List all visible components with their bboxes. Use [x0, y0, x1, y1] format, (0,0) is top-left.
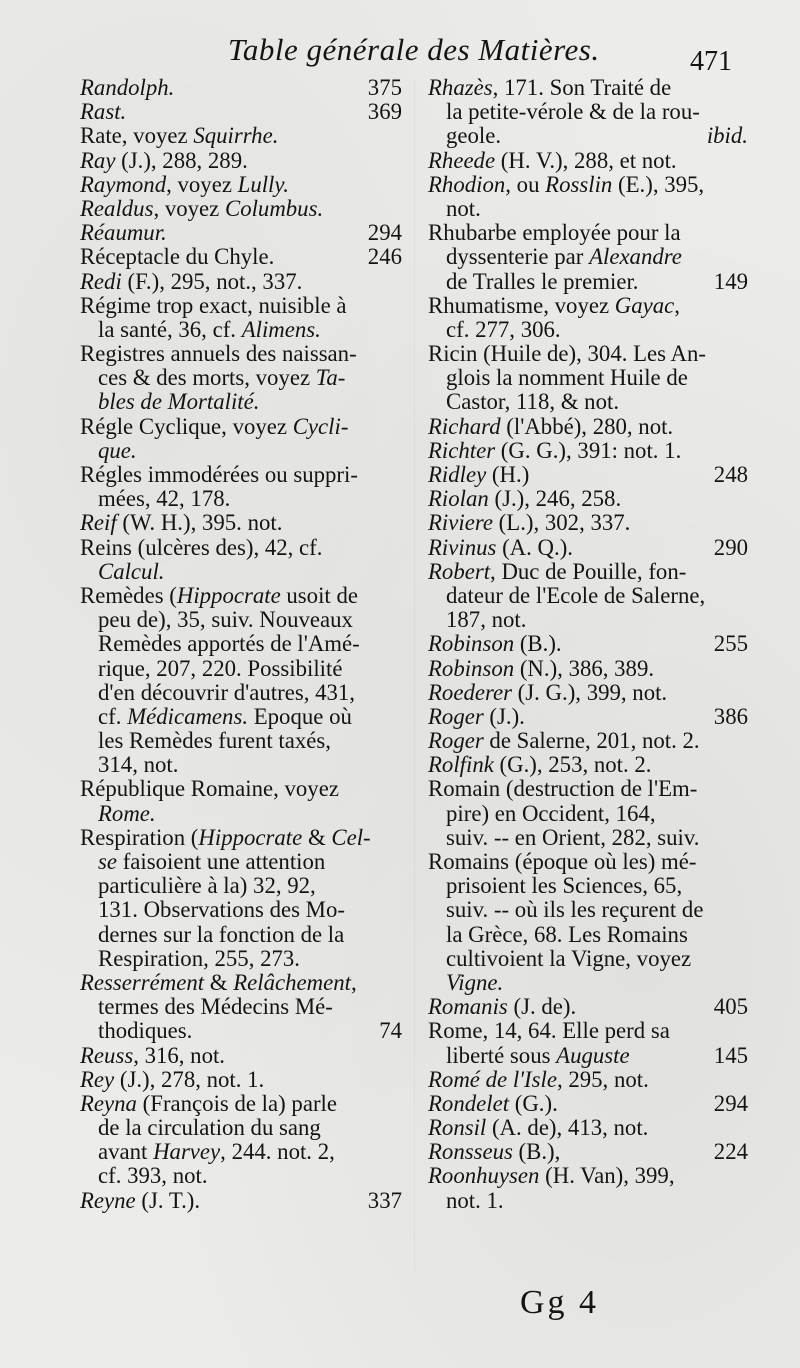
entry-text: Romains (époque où les) mé- — [428, 849, 697, 874]
index-line — [428, 777, 748, 801]
index-line — [80, 777, 402, 801]
index-line — [428, 1044, 748, 1068]
entry-text: Régle Cyclique, voyez Cycli- — [80, 413, 349, 439]
index-line — [80, 608, 402, 632]
entry-text: Respiration (Hippocrate & Cel- — [80, 824, 371, 850]
entry-text: Reuss, 316, not. — [80, 1042, 226, 1068]
entry-text: Roger (J.). — [428, 703, 525, 729]
entry-text: Roonhuysen (H. Van), 399, — [428, 1163, 675, 1189]
index-line — [428, 584, 748, 608]
entry-text: suiv. -- où ils les reçurent de — [446, 897, 704, 923]
index-line — [428, 197, 748, 221]
entry-text: Ricin (Huile de), 304. Les An- — [428, 341, 706, 367]
entry-text: Ridley (H.) — [428, 462, 530, 487]
index-line — [428, 947, 748, 971]
index-line — [428, 560, 748, 584]
entry-text: République Romaine, voyez — [80, 776, 339, 802]
index-line — [80, 826, 402, 850]
entry-text: se faisoient une attention — [98, 849, 326, 874]
entry-text: Rondelet (G.). — [428, 1090, 558, 1116]
index-line — [428, 245, 748, 269]
entry-text: Remèdes apportés de l'Amé- — [98, 631, 360, 657]
entry-text: Réceptacle du Chyle. — [80, 244, 275, 270]
index-line — [428, 923, 748, 947]
entry-text: Rome. — [98, 800, 156, 826]
entry-text: la santé, 36, cf. Alimens. — [98, 316, 321, 342]
index-line — [428, 415, 748, 439]
index-line — [428, 173, 748, 197]
entry-page-ref: 74 — [379, 1018, 402, 1044]
index-line — [80, 1140, 402, 1164]
index-line — [428, 971, 748, 995]
index-line — [428, 294, 748, 318]
index-line — [80, 342, 402, 366]
entry-text: cf. 393, not. — [98, 1163, 208, 1189]
entry-text: Richter (G. G.), 391: not. 1. — [428, 437, 682, 463]
entry-text: Redi (F.), 295, not., 337. — [80, 268, 303, 294]
index-line — [80, 1116, 402, 1140]
entry-text: 314, not. — [98, 752, 179, 778]
page-number: 471 — [690, 46, 732, 77]
index-line — [80, 560, 402, 584]
index-line — [80, 1164, 402, 1188]
entry-text: liberté sous Auguste — [446, 1042, 630, 1068]
entry-text: Rolfink (G.), 253, not. 2. — [428, 752, 652, 778]
index-line — [428, 318, 748, 342]
entry-text: ces & des morts, voyez Ta- — [98, 365, 346, 391]
index-line — [80, 487, 402, 511]
index-line — [428, 802, 748, 826]
index-line — [80, 971, 402, 995]
entry-text: not. 1. — [446, 1187, 504, 1213]
entry-text: de la circulation du sang — [98, 1115, 321, 1141]
entry-text: Roederer (J. G.), 399, not. — [428, 679, 668, 705]
entry-text: Rivinus (A. Q.). — [428, 534, 573, 560]
entry-text: Réaumur. — [80, 220, 167, 246]
index-line — [80, 173, 402, 197]
index-line — [80, 874, 402, 898]
entry-text: Romé de l'Isle, 295, not. — [428, 1066, 649, 1092]
index-line — [428, 1068, 748, 1092]
index-line — [80, 802, 402, 826]
entry-text: cf. Médicamens. Epoque où — [98, 703, 352, 729]
entry-text: cf. 277, 306. — [446, 316, 561, 342]
entry-text: Calcul. — [98, 558, 165, 584]
entry-text: mées, 42, 178. — [98, 486, 231, 512]
entry-text: 187, not. — [446, 607, 527, 633]
entry-text: prisoient les Sciences, 65, — [446, 873, 683, 899]
index-line — [428, 632, 748, 656]
entry-text: d'en découvrir d'autres, 431, — [98, 679, 355, 705]
index-line — [80, 1068, 402, 1092]
index-line — [428, 270, 748, 294]
index-line — [428, 439, 748, 463]
entry-text: Richard (l'Abbé), 280, not. — [428, 413, 674, 439]
entry-text: Rhodion, ou Rosslin (E.), 395, — [428, 171, 705, 197]
index-line — [428, 487, 748, 511]
index-line — [428, 608, 748, 632]
entry-text: thodiques. — [98, 1018, 193, 1044]
entry-text: Raymond, voyez Lully. — [80, 171, 289, 197]
index-line — [80, 898, 402, 922]
entry-text: Rhubarbe employée pour la — [428, 220, 681, 246]
entry-text: Romanis (J. de). — [428, 994, 577, 1020]
entry-text: bles de Mortalité. — [98, 389, 260, 415]
entry-text: dernes sur la fonction de la — [98, 921, 345, 947]
index-line — [80, 100, 402, 124]
entry-text: Ronsseus (B.), — [428, 1139, 561, 1165]
entry-text: de Tralles le premier. — [446, 268, 639, 294]
page-title: Table générale des Matières. — [228, 32, 600, 67]
column-gutter — [414, 80, 415, 1270]
index-line — [80, 657, 402, 681]
entry-page-ref: 145 — [713, 1042, 748, 1068]
entry-page-ref: 255 — [713, 631, 748, 657]
index-line — [80, 439, 402, 463]
index-line — [428, 1164, 748, 1188]
entry-text: 131. Observations des Mo- — [98, 897, 345, 923]
index-line — [428, 76, 748, 100]
index-line — [428, 729, 748, 753]
entry-text: Roger de Salerne, 201, not. 2. — [428, 728, 700, 754]
index-line — [428, 995, 748, 1019]
entry-text: Ronsil (A. de), 413, not. — [428, 1115, 649, 1141]
index-line — [428, 1092, 748, 1116]
index-line — [80, 366, 402, 390]
index-line — [428, 826, 748, 850]
index-line — [428, 390, 748, 414]
entry-text: Reyna (François de la) parle — [80, 1090, 337, 1116]
entry-text: Rate, voyez Squirrhe. — [80, 123, 279, 149]
entry-text: Rheede (H. V.), 288, et not. — [428, 147, 677, 173]
index-line — [428, 149, 748, 173]
index-line — [428, 1140, 748, 1164]
index-line — [428, 124, 748, 148]
index-line — [80, 245, 402, 269]
index-line — [428, 463, 748, 487]
index-line — [80, 270, 402, 294]
index-line — [428, 1116, 748, 1140]
index-line — [80, 197, 402, 221]
entry-text: suiv. -- en Orient, 282, suiv. — [446, 824, 700, 850]
entry-text: Rhazès, 171. Son Traité de — [428, 75, 672, 100]
index-line — [428, 898, 748, 922]
entry-text: Ray (J.), 288, 289. — [80, 147, 248, 173]
index-line — [80, 1019, 402, 1043]
index-line — [428, 681, 748, 705]
index-line — [80, 947, 402, 971]
entry-page-ref: 369 — [367, 99, 402, 125]
entry-page-ref: 294 — [367, 220, 402, 246]
index-line — [80, 463, 402, 487]
entry-text: glois la nomment Huile de — [446, 365, 688, 391]
index-column-right — [428, 76, 748, 1213]
index-line — [428, 366, 748, 390]
entry-page-ref: 149 — [713, 268, 748, 294]
index-line — [428, 753, 748, 777]
entry-text: Realdus, voyez Columbus. — [80, 195, 324, 221]
index-line — [80, 923, 402, 947]
index-line — [80, 632, 402, 656]
entry-text: dateur de l'Ecole de Salerne, — [446, 582, 706, 608]
index-line — [80, 753, 402, 777]
index-line — [80, 1189, 402, 1213]
entry-text: Riviere (L.), 302, 337. — [428, 510, 631, 536]
entry-text: Registres annuels des naissan- — [80, 341, 357, 367]
entry-text: Respiration, 255, 273. — [98, 945, 300, 971]
index-line — [428, 511, 748, 535]
entry-text: Riolan (J.), 246, 258. — [428, 486, 622, 512]
entry-text: Robinson (N.), 386, 389. — [428, 655, 655, 681]
entry-text: cultivoient la Vigne, voyez — [446, 945, 692, 971]
signature-mark: Gg 4 — [520, 1284, 600, 1321]
entry-text: pire) en Occident, 164, — [446, 800, 656, 826]
entry-text: Rome, 14, 64. Elle perd sa — [428, 1018, 670, 1044]
entry-page-ref: 248 — [713, 462, 748, 487]
entry-text: Régime trop exact, nuisible à — [80, 292, 347, 318]
entry-page-ref: 246 — [367, 244, 402, 270]
index-line — [80, 318, 402, 342]
index-line — [428, 100, 748, 124]
index-line — [80, 511, 402, 535]
entry-text: Reins (ulcères des), 42, cf. — [80, 534, 323, 560]
index-line — [80, 584, 402, 608]
entry-page-ref: 375 — [367, 75, 402, 100]
entry-text: Romain (destruction de l'Em- — [428, 776, 698, 802]
entry-text: termes des Médecins Mé- — [98, 994, 333, 1020]
index-line — [80, 729, 402, 753]
entry-text: Remèdes (Hippocrate usoit de — [80, 582, 358, 608]
index-line — [80, 705, 402, 729]
entry-page-ref: 294 — [713, 1090, 748, 1116]
entry-text: les Remèdes furent taxés, — [98, 728, 331, 754]
entry-text: not. — [446, 195, 481, 221]
index-column-left — [80, 76, 402, 1213]
entry-text: geole. — [446, 123, 502, 149]
entry-text: la Grèce, 68. Les Romains — [446, 921, 688, 947]
entry-text: Randolph. — [80, 75, 175, 100]
entry-text: Rey (J.), 278, not. 1. — [80, 1066, 265, 1092]
index-line — [80, 149, 402, 173]
entry-text: peu de), 35, suiv. Nouveaux — [98, 607, 353, 633]
entry-text: rique, 207, 220. Possibilité — [98, 655, 343, 681]
index-line — [428, 705, 748, 729]
entry-page-ref: ibid. — [706, 123, 748, 149]
entry-text: que. — [98, 437, 137, 463]
entry-text: Rhumatisme, voyez Gayac, — [428, 292, 680, 318]
index-line — [80, 415, 402, 439]
index-line — [80, 390, 402, 414]
index-line — [428, 874, 748, 898]
entry-page-ref: 290 — [713, 534, 748, 560]
entry-text: Vigne. — [446, 969, 504, 995]
index-line — [80, 221, 402, 245]
index-line — [428, 1019, 748, 1043]
entry-text: Régles immodérées ou suppri- — [80, 462, 358, 487]
entry-text: avant Harvey, 244. not. 2, — [98, 1139, 335, 1165]
index-line — [428, 221, 748, 245]
index-line — [80, 124, 402, 148]
index-line — [80, 850, 402, 874]
running-head — [0, 30, 800, 77]
index-line — [428, 850, 748, 874]
entry-text: particulière à la) 32, 92, — [98, 873, 316, 899]
entry-text: Reif (W. H.), 395. not. — [80, 510, 283, 536]
entry-text: Reyne (J. T.). — [80, 1187, 201, 1213]
entry-text: Castor, 118, & not. — [446, 389, 620, 415]
index-line — [80, 995, 402, 1019]
entry-page-ref: 405 — [713, 994, 748, 1020]
index-line — [80, 1044, 402, 1068]
entry-text: dyssenterie par Alexandre — [446, 244, 682, 270]
index-line — [428, 657, 748, 681]
index-line — [80, 76, 402, 100]
index-line — [428, 342, 748, 366]
entry-page-ref: 337 — [367, 1187, 402, 1213]
entry-text: Resserrément & Relâchement, — [80, 969, 357, 995]
index-line — [80, 681, 402, 705]
index-line — [80, 1092, 402, 1116]
entry-text: la petite-vérole & de la rou- — [446, 99, 700, 125]
entry-page-ref: 386 — [713, 703, 748, 729]
index-line — [80, 294, 402, 318]
index-line — [428, 1189, 748, 1213]
entry-text: Robert, Duc de Pouille, fon- — [428, 558, 687, 584]
index-line — [428, 536, 748, 560]
entry-text: Rast. — [80, 99, 127, 125]
entry-page-ref: 224 — [713, 1139, 748, 1165]
index-line — [80, 536, 402, 560]
entry-text: Robinson (B.). — [428, 631, 562, 657]
